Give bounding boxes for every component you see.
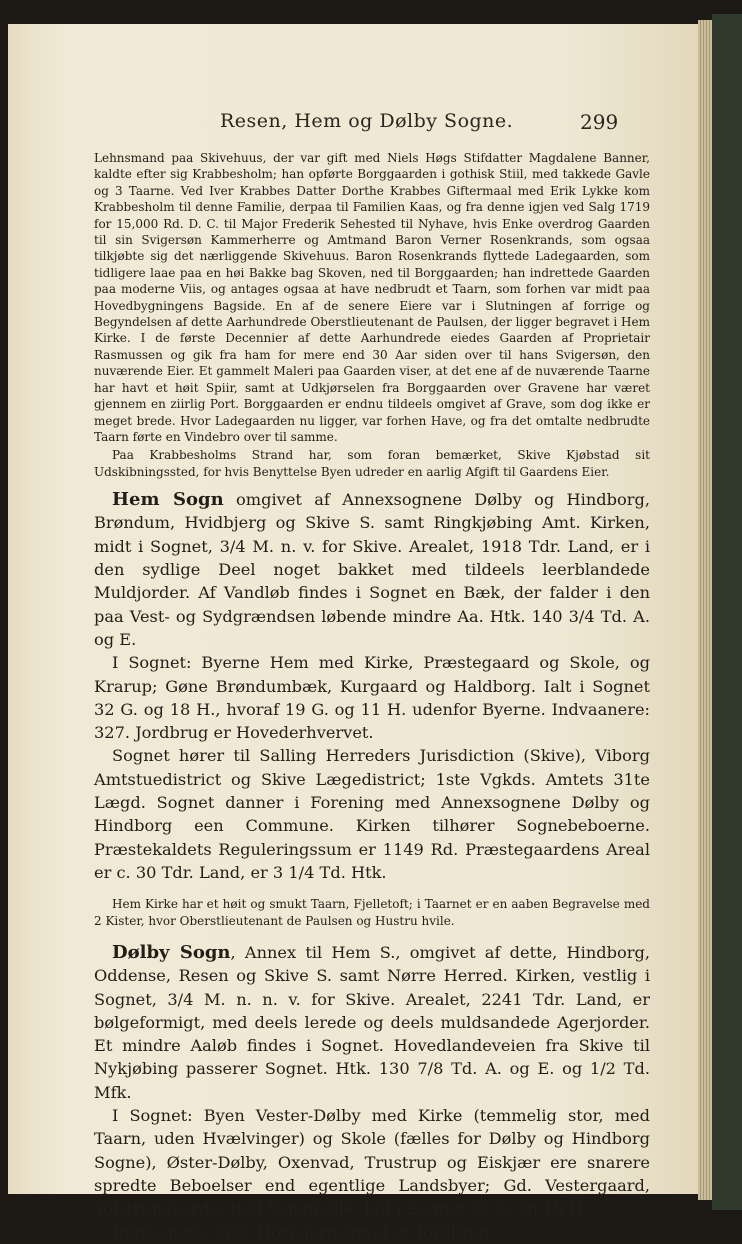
hem-sogn-description: omgivet af Annexsognene Dølby og Hindborg, Brøndum, Hvidbjerg og Skive S. samt Ringkjøbing Amt. Kirken, midt i Sognet, 3/4 M. n. v. for Skive. Arealet, 1918 Tdr. Land, er i den sydlige Deel noget bakket med tildeels leerblandede Muldjorder. Af Vandløb findes i Sognet en Bæk, der falder i den paa Vest- og Sydgrændsen løbende mindre Aa. Htk. 140 3/4 Td. A. og E. (94, 490, 650, 649)
paragraph-dolby-sogn (94, 941, 650, 1104)
paragraph-dolby-villages: I Sognet: Byen Vester-Dølby med Kirke (temmelig stor, med Taarn, uden Hvælvinger) og Skole (fælles for Dølby og Hindborg Sogne), Øster-Dølby, Oxenvad, Trustrup og Eiskjær ere snarere spredte Beboelser end egentlige Landsbyer; Gd. Vestergaard, Tolstrupgaarde; Rud Vandmølle. Ialt i Sognet 36 G. og 19 H. (94, 1106, 650, 1219)
page-block-edge (698, 20, 712, 1200)
book-page (8, 24, 698, 1242)
page-number: 299 (580, 110, 619, 134)
paragraph-krabbesholm-strand: Paa Krabbesholms Strand har, som foran bemærket, Skive Kjøbstad sit Udskibningssted, for hvis Benyttelse Byen udreder en aarlig Afgift til Gaardens Eier. (94, 448, 650, 479)
paragraph-hem-villages: I Sognet: Byerne Hem med Kirke, Præstegaard og Skole, og Krarup; Gøne Brøndumbæk, Kurgaard og Haldborg. Ialt i Sognet 32 G. og 18 H., hvoraf 19 G. og 11 H. udenfor Byerne. Indvaanere: 327. Jordbrug er Hovederhvervet. (94, 653, 650, 743)
hem-sogn-heading: Hem Sogn (112, 489, 224, 511)
paragraph-hem-sogn (94, 488, 650, 651)
book-cover-edge (712, 14, 742, 1210)
dolby-sogn-description: , Annex til Hem S., omgivet af dette, Hindborg, Oddense, Resen og Skive S. samt Nørre Herred. Kirken, vestlig i Sognet, 3/4 M. n. n. v. for Skive. Arealet, 2241 Tdr. Land, er bølgeformigt, med deels lerede og deels muldsandede Agerjorder. Et mindre Aaløb findes i Sognet. Hovedlandeveien fra Skive til Nykjøbing passerer Sognet. Htk. 130 7/8 Td. A. og E. og 1/2 Td. Mfk. (94, 942, 650, 1102)
paragraph-dolby-population: Indvaanere: 362. Hovederhvervet er Jordbrug. (112, 1222, 496, 1242)
paragraph-hem-church-note: Hem Kirke har et høit og smukt Taarn, Fjelletoft; i Taarnet er en aaben Begravelse med 2 Kister, hvor Oberstlieutenant de Paulsen og Hustru hvile. (94, 897, 650, 928)
dolby-sogn-heading: Dølby Sogn (112, 941, 231, 963)
paragraph-hem-jurisdiction: Sognet hører til Salling Herreders Jurisdiction (Skive), Viborg Amtstuedistrict og Skive Lægedistrict; 1ste Vgkds. Amtets 31te Lægd. Sognet danner i Forening med Annexsognene Dølby og Hindborg een Commune. Kirken tilhører Sognebeboerne. Præstekaldets Reguleringssum er 1149 Rd. Præstegaardens Areal er c. 30 Tdr. Land, er 3 1/4 Td. Htk. (94, 746, 650, 882)
running-title: Resen, Hem og Dølby Sogne. (220, 110, 514, 132)
page-header (8, 110, 698, 140)
paragraph-krabbesholm-history: Lehnsmand paa Skivehuus, der var gift med Niels Høgs Stifdatter Magdalene Banner, kaldte efter sig Krabbesholm; han opførte Borggaarden i gothisk Stiil, med takkede Gavle og 3 Taarne. Ved Iver Krabbes Datter Dorthe Krabbes Giftermaal med Erik Lykke kom Krabbesholm til denne Familie, derpaa til Familien Kaas, og fra denne igjen ved Salg 1719 for 15,000 Rd. D. C. til Major Frederik Sehested til Nyhave, hvis Enke overdrog Gaarden til sin Svigersøn Kammerherre og Amtmand Baron Verner Rosenkrands, som ogsaa tilkjøbte sig det nærliggende Skivehuus. Baron Rosenkrands flyttede Ladegaarden, som tidligere laae paa en høi Bakke bag Skoven, ned til Borggaarden; han indrettede Gaarden paa moderne Viis, og antages ogsaa at have nedbrudt et Taarn, som forhen var midt paa Hovedbygningens Bagside. En af de senere Eiere var i Slutningen af forrige og Begyndelsen af dette Aarhundrede Oberstlieutenant de Paulsen, der ligger begravet i Hem Kirke. I de første Decennier af dette Aarhundrede eiedes Gaarden af Proprietair Rasmussen og gik fra ham for mere end 30 Aar siden over til hans Svigersøn, den nuværende Eier. Et gammelt Maleri paa Gaarden viser, at det ene af de nuværende Taarne har havt et høit Spiir, samt at Udkjørselen fra Borggaarden over Gravene har været gjennem en ziirlig Port. Borggaarden er endnu tildeels omgivet af Grave, som dog ikke er meget brede. Hvor Ladegaarden nu ligger, var forhen Have, og fra det omtalte nedbrudte Taarn førte en Vindebro over til samme. (94, 151, 650, 444)
page-body (94, 150, 650, 1244)
